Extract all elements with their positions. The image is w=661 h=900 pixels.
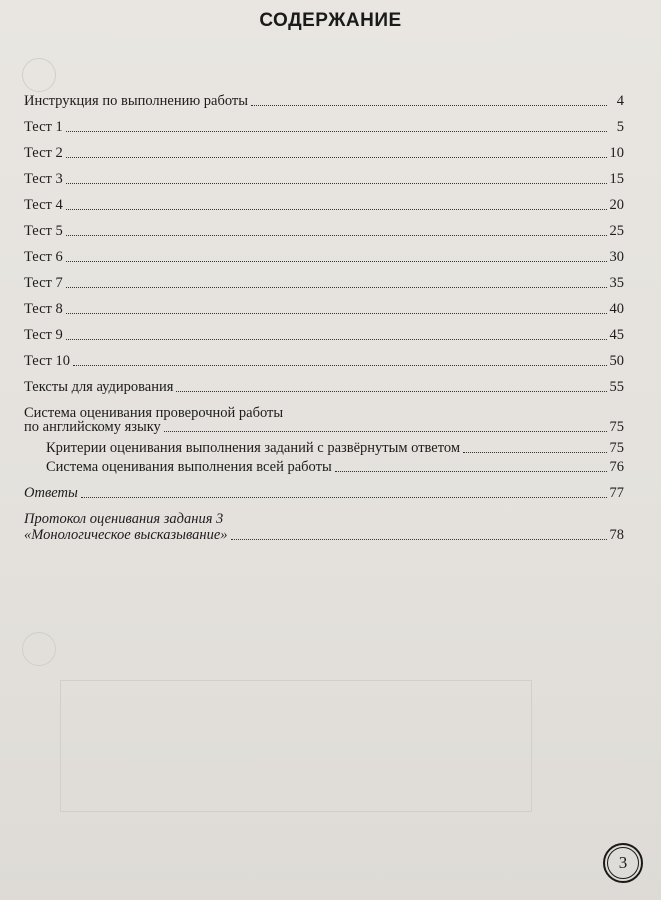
toc-entry-test[interactable] xyxy=(24,168,624,188)
toc-entry-protocol[interactable] xyxy=(24,524,624,544)
toc-entry-page: 10 xyxy=(609,145,624,161)
bleed-through-box xyxy=(60,680,532,812)
toc-entry-label: Ответы xyxy=(24,485,78,501)
dot-leader xyxy=(66,260,607,262)
toc-entry-page: 75 xyxy=(609,440,624,456)
toc-entry-grading-line1[interactable]: Система оценивания проверочной работы xyxy=(24,405,284,421)
toc-entry-page: 15 xyxy=(609,171,624,187)
toc-entry-label: Система оценивания выполнения всей работы xyxy=(46,459,332,475)
toc-entry-page: 30 xyxy=(609,249,624,265)
toc-entry-test[interactable] xyxy=(24,116,624,136)
toc-entry-page: 20 xyxy=(609,197,624,213)
dot-leader xyxy=(335,470,607,472)
bleed-through-circle xyxy=(22,58,56,92)
toc-entry-label: Тест 5 xyxy=(24,223,63,239)
dot-leader xyxy=(81,496,607,498)
toc-entry-test[interactable] xyxy=(24,142,624,162)
dot-leader xyxy=(164,430,607,432)
toc-entry-page: 4 xyxy=(616,93,624,109)
dot-leader xyxy=(66,312,607,314)
toc-entry-test[interactable] xyxy=(24,324,624,344)
toc-entry-label: Тест 9 xyxy=(24,327,63,343)
dot-leader xyxy=(66,234,607,236)
toc-entry-page: 78 xyxy=(609,527,624,543)
dot-leader xyxy=(66,130,607,132)
toc-entry-label: Тест 1 xyxy=(24,119,63,135)
dot-leader xyxy=(66,286,607,288)
toc-entry-page: 55 xyxy=(609,379,624,395)
toc-entry-protocol-line1[interactable]: Протокол оценивания задания 3 xyxy=(24,511,224,527)
toc-entry-test[interactable] xyxy=(24,298,624,318)
toc-entry-page: 35 xyxy=(609,275,624,291)
toc-entry-test[interactable] xyxy=(24,220,624,240)
toc-entry-page: 75 xyxy=(609,419,624,435)
toc-entry-label: Инструкция по выполнению работы xyxy=(24,93,248,109)
toc-entry-page: 77 xyxy=(609,485,624,501)
page-number-badge xyxy=(603,843,643,883)
toc-entry-label: Тест 6 xyxy=(24,249,63,265)
toc-entry-label: по английскому языку xyxy=(24,419,161,435)
toc-entry-label: Тексты для аудирования xyxy=(24,379,174,395)
toc-entry-audio-texts[interactable] xyxy=(24,376,624,396)
toc-entry-page: 40 xyxy=(609,301,624,317)
dot-leader xyxy=(73,364,607,366)
dot-leader xyxy=(66,156,607,158)
dot-leader xyxy=(463,451,606,453)
toc-entry-page: 76 xyxy=(609,459,624,475)
dot-leader xyxy=(66,338,607,340)
dot-leader xyxy=(66,208,607,210)
toc-entry-page: 45 xyxy=(609,327,624,343)
toc-entry-page: 25 xyxy=(609,223,624,239)
toc-entry-label: Тест 7 xyxy=(24,275,63,291)
page-title: СОДЕРЖАНИЕ xyxy=(259,10,402,31)
toc-entry-label: Тест 4 xyxy=(24,197,63,213)
toc-entry-grading-system[interactable] xyxy=(24,416,624,436)
toc-entry-label: Тест 2 xyxy=(24,145,63,161)
toc-entry-page: 50 xyxy=(609,353,624,369)
toc-entry-label: Тест 8 xyxy=(24,301,63,317)
dot-leader xyxy=(66,182,607,184)
toc-entry-whole-work[interactable] xyxy=(46,456,624,476)
toc-entry-test[interactable] xyxy=(24,194,624,214)
dot-leader xyxy=(231,538,607,540)
toc-entry-label: Критерии оценивания выполнения заданий с развёрнутым ответом xyxy=(46,440,461,456)
page-number: 3 xyxy=(607,847,639,879)
dot-leader xyxy=(251,104,607,106)
bleed-through-circle xyxy=(22,632,56,666)
toc-entry-test[interactable] xyxy=(24,350,624,370)
toc-entry-instruction[interactable] xyxy=(24,90,624,110)
toc-entry-answers[interactable] xyxy=(24,482,624,502)
toc-entry-page: 5 xyxy=(616,119,624,135)
toc-entry-criteria[interactable] xyxy=(46,437,624,457)
toc-entry-test[interactable] xyxy=(24,272,624,292)
toc-entry-label: «Монологическое высказывание» xyxy=(24,527,228,543)
toc-entry-label: Тест 3 xyxy=(24,171,63,187)
toc-entry-label: Тест 10 xyxy=(24,353,70,369)
toc-entry-test[interactable] xyxy=(24,246,624,266)
dot-leader xyxy=(176,390,606,392)
